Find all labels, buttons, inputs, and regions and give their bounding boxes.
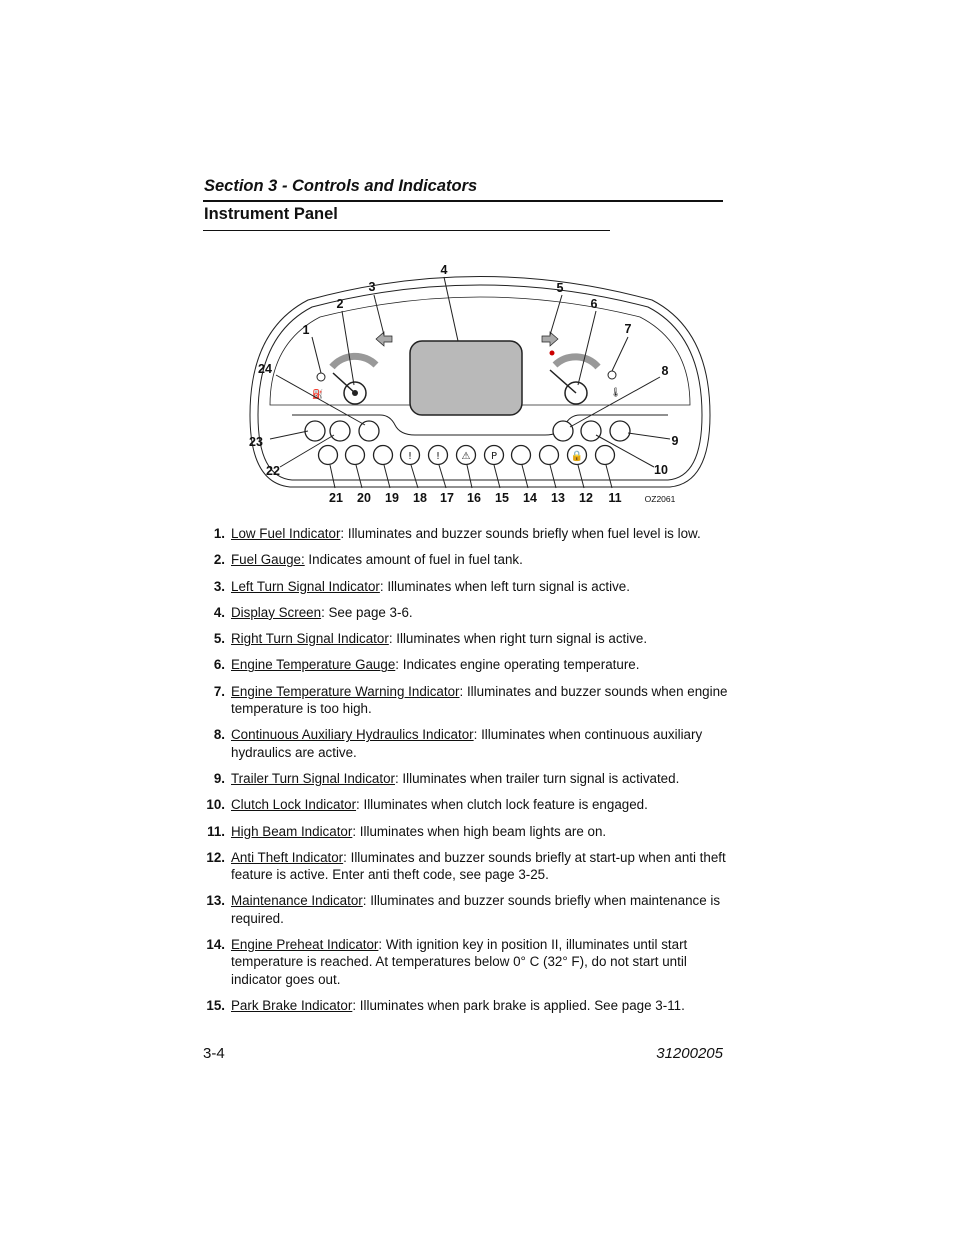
list-item: 11. High Beam Indicator: Illuminates when high beam lights are on. xyxy=(207,823,607,839)
indicator-10 xyxy=(581,421,601,441)
subsection-title: Instrument Panel xyxy=(204,205,338,223)
list-item: 6. Engine Temperature Gauge: Indicates engine operating temperature. xyxy=(213,657,640,673)
callout-11: 11 xyxy=(608,491,622,505)
indicator-22 xyxy=(330,421,350,441)
indicator-24 xyxy=(359,421,379,441)
list-item: 2. Fuel Gauge: Indicates amount of fuel in fuel tank. xyxy=(213,552,523,568)
indicator-11 xyxy=(596,446,615,465)
list-item: 5. Right Turn Signal Indicator: Illuminates when right turn signal is active. xyxy=(213,631,648,647)
callout-23: 23 xyxy=(249,435,263,449)
callout-10: 10 xyxy=(654,463,668,477)
callout-9: 9 xyxy=(671,434,679,448)
indicator-14 xyxy=(512,446,531,465)
svg-text:!: ! xyxy=(435,451,441,462)
svg-text:⚠: ⚠ xyxy=(461,451,471,462)
callout-2: 2 xyxy=(336,297,344,311)
callout-4: 4 xyxy=(440,263,448,277)
indicator-20 xyxy=(346,446,365,465)
callout-5: 5 xyxy=(556,281,564,295)
indicator-9 xyxy=(610,421,630,441)
svg-text:!: ! xyxy=(407,451,413,462)
callout-21: 21 xyxy=(329,491,343,505)
callout-19: 19 xyxy=(385,491,399,505)
callout-22: 22 xyxy=(266,464,280,478)
indicator-list xyxy=(203,525,733,1023)
list-item: 10. Clutch Lock Indicator: Illuminates when clutch lock feature is engaged. xyxy=(206,797,648,813)
callout-14: 14 xyxy=(523,491,537,505)
indicator-13 xyxy=(540,446,559,465)
svg-text:🌡: 🌡 xyxy=(610,388,622,398)
list-item: 14. Engine Preheat Indicator: With ignition key in position II, illuminates until start temperature is reached. At temperatures below 0° C (32° F), do not start until indicator goes out. xyxy=(206,937,688,987)
callout-7: 7 xyxy=(624,322,632,336)
callout-18: 18 xyxy=(413,491,427,505)
engine-temp-warning-lamp xyxy=(608,371,616,379)
list-item: 13. Maintenance Indicator: Illuminates and buzzer sounds briefly when maintenance is required. xyxy=(206,893,721,926)
fuel-gauge-scale xyxy=(332,356,376,367)
low-fuel-lamp xyxy=(317,373,325,381)
callout-16: 16 xyxy=(467,491,481,505)
svg-text:⛽: ⛽ xyxy=(312,390,324,400)
callout-3: 3 xyxy=(368,280,376,294)
list-item: 12. Anti Theft Indicator: Illuminates and buzzer sounds briefly at start-up when anti theft feature is active. Enter anti theft code, see page 3-25. xyxy=(206,849,726,883)
instrument-panel-figure xyxy=(240,255,720,515)
svg-text:P: P xyxy=(490,451,498,462)
page-number: 3-4 xyxy=(203,1045,225,1062)
callout-6: 6 xyxy=(590,297,598,311)
callout-1: 1 xyxy=(302,323,310,337)
callout-20: 20 xyxy=(357,491,371,505)
list-item: 7. Engine Temperature Warning Indicator: Illuminates and buzzer sounds when engine temperature is too high. xyxy=(213,683,728,717)
callout-12: 12 xyxy=(579,491,593,505)
callout-15: 15 xyxy=(495,491,509,505)
indicator-8 xyxy=(553,421,573,441)
list-item: 3. Left Turn Signal Indicator: Illuminates when left turn signal is active. xyxy=(213,578,630,594)
subsection-rule xyxy=(203,230,610,231)
callout-13: 13 xyxy=(551,491,565,505)
callout-17: 17 xyxy=(440,491,454,505)
indicator-19 xyxy=(374,446,393,465)
list-item: 8. Continuous Auxiliary Hydraulics Indicator: Illuminates when continuous auxiliary hydraulics are active. xyxy=(213,727,703,760)
section-title: Section 3 - Controls and Indicators xyxy=(204,177,478,195)
list-item: 15. Park Brake Indicator: Illuminates when park brake is applied. See page 3-11. xyxy=(206,997,685,1013)
figure-code: OZ2061 xyxy=(644,494,676,504)
list-item: 9. Trailer Turn Signal Indicator: Illuminates when trailer turn signal is activated. xyxy=(213,770,680,786)
svg-text:🔒: 🔒 xyxy=(570,451,584,462)
document-number: 31200205 xyxy=(656,1045,723,1062)
callout-8: 8 xyxy=(661,364,669,378)
display-screen xyxy=(410,341,522,415)
indicator-21 xyxy=(319,446,338,465)
callout-24: 24 xyxy=(258,362,272,376)
temp-gauge-scale xyxy=(555,357,598,367)
list-item: 1. Low Fuel Indicator: Illuminates and buzzer sounds briefly when fuel level is low. xyxy=(213,526,701,541)
list-item: 4. Display Screen: See page 3-6. xyxy=(213,604,413,620)
section-rule xyxy=(203,200,723,202)
